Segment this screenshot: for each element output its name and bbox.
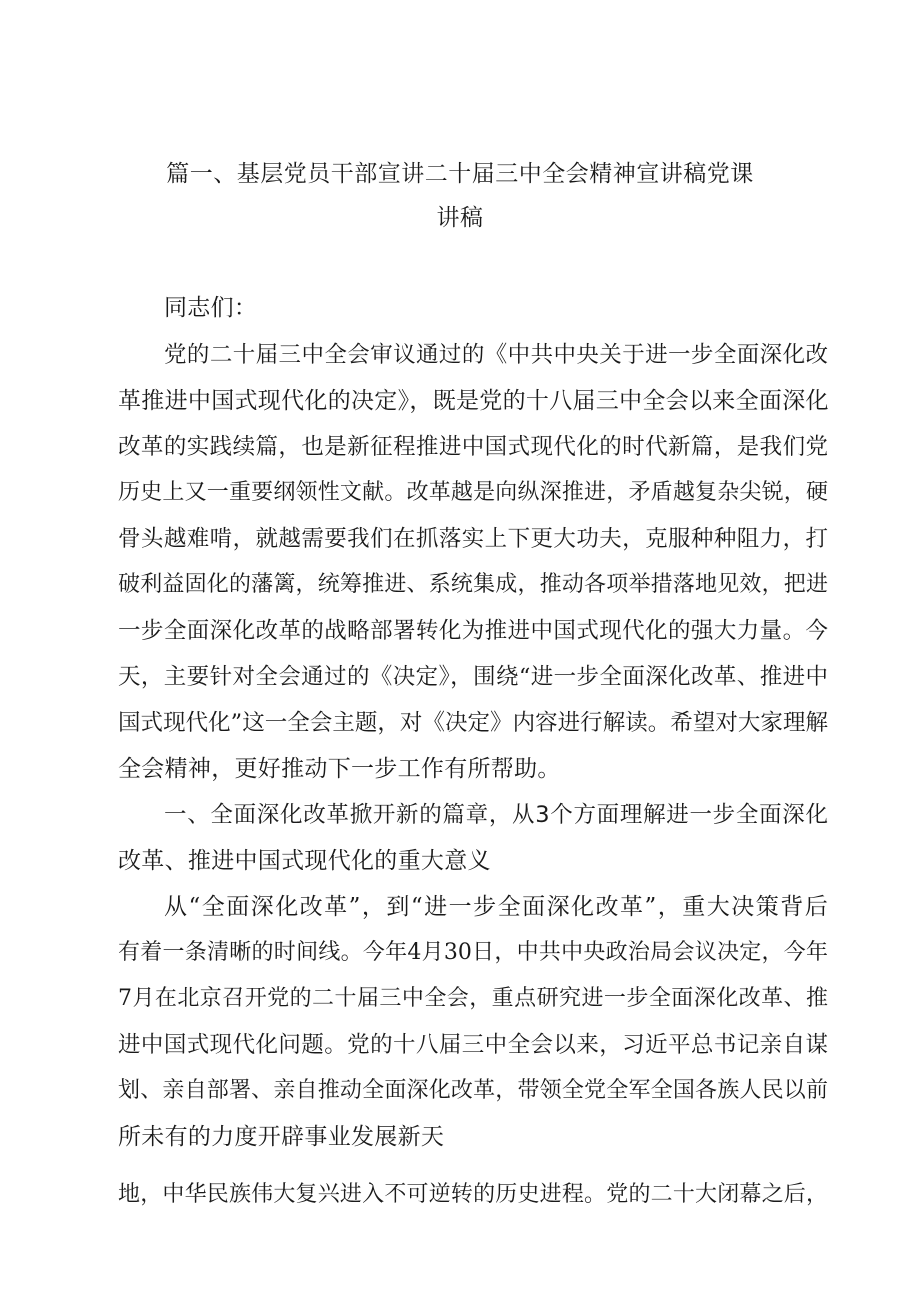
paragraph-line: 破利益固化的藩篱，统筹推进、系统集成，推动各项举措落地见效，把进 <box>118 572 828 597</box>
paragraph-line: 进中国式现代化问题。党的十八届三中全会以来，习近平总书记亲自谋 <box>118 1032 828 1058</box>
paragraph-line: 有着一条清晰的时间线。今年4月30日，中共中央政治局会议决定，今年 <box>118 940 828 965</box>
paragraph-line: 划、亲自部署、亲自推动全面深化改革，带领全党全军全国各族人民以前 <box>118 1078 828 1103</box>
salutation: 同志们： <box>164 295 258 321</box>
paragraph-line: 国式现代化”这一全会主题，对《决定》内容进行解读。希望对大家理解 <box>118 710 828 736</box>
paragraph-line: 骨头越难啃，就越需要我们在抓落实上下更大功夫，克服种种阻力，打 <box>118 526 828 552</box>
paragraph-line: 革推进中国式现代化的决定》，既是党的十八届三中全会以来全面深化 <box>118 388 829 414</box>
paragraph-line: 所未有的力度开辟事业发展新天 <box>118 1124 445 1150</box>
paragraph-line: 全会精神，更好推动下一步工作有所帮助。 <box>118 756 561 782</box>
paragraph-line: 一步全面深化改革的战略部署转化为推进中国式现代化的强大力量。今 <box>118 618 828 644</box>
paragraph-line: 天，主要针对全会通过的《决定》，围绕“进一步全面深化改革、推进中 <box>118 664 828 690</box>
paragraph-line: 历史上又一重要纲领性文献。改革越是向纵深推进，矛盾越复杂尖锐，硬 <box>118 480 828 505</box>
paragraph-line: 7月在北京召开党的二十届三中全会，重点研究进一步全面深化改革、推 <box>118 986 828 1011</box>
heading-line: 改革、推进中国式现代化的重大意义 <box>118 848 491 874</box>
paragraph-line: 从“全面深化改革”，到“进一步全面深化改革”，重大决策背后 <box>164 894 828 920</box>
document-title-line-1: 篇一、基层党员干部宣讲二十届三中全会精神宣讲稿党课 <box>166 161 754 187</box>
heading-line: 一、全面深化改革掀开新的篇章，从3个方面理解进一步全面深化 <box>164 802 828 828</box>
paragraph-line: 党的二十届三中全会审议通过的《中共中央关于进一步全面深化改 <box>164 342 828 368</box>
paragraph-line: 改革的实践续篇，也是新征程推进中国式现代化的时代新篇，是我们党 <box>118 434 828 460</box>
paragraph-line: 地，中华民族伟大复兴进入不可逆转的历史进程。党的二十大闭幕之后， <box>118 1182 828 1207</box>
document-title-line-2: 讲稿 <box>436 205 484 231</box>
